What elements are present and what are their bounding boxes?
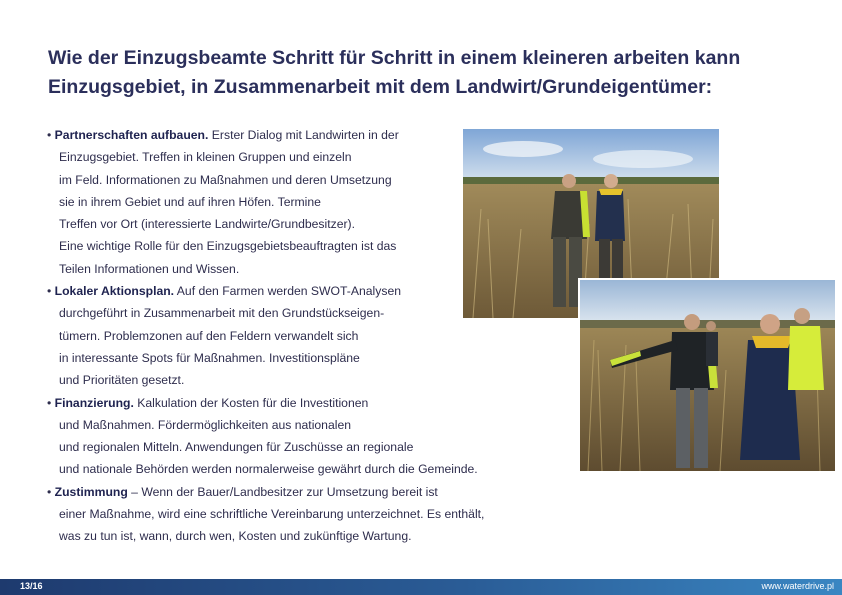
bullet-text: und regionalen Mitteln. Anwendungen für Zuschüsse an regionale (59, 440, 414, 455)
bullet-text: durchgeführt in Zusammenarbeit mit den Grundstückseigen- (59, 306, 385, 321)
bullet-heading: Finanzierung. (54, 395, 134, 410)
page-title (48, 44, 808, 102)
website-link[interactable]: www.waterdrive.pl (761, 581, 834, 591)
bullet-text: Teilen Informationen und Wissen. (59, 261, 240, 276)
bullet-text: Treffen vor Ort (interessierte Landwirte/Grundbesitzer). (59, 217, 355, 232)
bullet-heading: Zustimmung (54, 484, 128, 499)
bullet-text: im Feld. Informationen zu Maßnahmen und deren Umsetzung (59, 172, 392, 187)
bullet-financing: • Finanzierung. Kalkulation der Kosten für die Investitionen (47, 395, 369, 410)
bullet-text: Eine wichtige Rolle für den Einzugsgebietsbeauftragten ist das (59, 239, 397, 254)
bullet-text: und Maßnahmen. Fördermöglichkeiten aus nationalen (59, 417, 351, 432)
field-photo-2 (580, 280, 835, 471)
title-line-2: Einzugsgebiet, in Zusammenarbeit mit dem Landwirt/Grundeigentümer: (48, 76, 713, 98)
bullet-heading: Lokaler Aktionsplan. (54, 284, 175, 299)
bullet-action-plan: • Lokaler Aktionsplan. Auf den Farmen werden SWOT-Analysen (47, 284, 402, 299)
title-line-1: Wie der Einzugsbeamte Schritt für Schritt in einem kleineren arbeiten kann (48, 47, 741, 69)
bullet-text: sie in ihrem Gebiet und auf ihren Höfen. Termine (59, 194, 321, 209)
bullet-text: tümern. Problemzonen auf den Feldern verwandelt sich (59, 328, 359, 343)
bullet-text: und nationale Behörden werden normalerweise gewährt durch die Gemeinde. (59, 462, 478, 477)
bullet-text: einer Maßnahme, wird eine schriftliche Vereinbarung unterzeichnet. Es enthält, (59, 507, 485, 522)
bullet-text: was zu tun ist, wann, durch wen, Kosten und zukünftige Wartung. (59, 529, 412, 544)
footer-bar (0, 579, 842, 595)
bullet-heading: Partnerschaften aufbauen. (54, 128, 209, 142)
bullet-text: und Prioritäten gesetzt. (59, 373, 185, 388)
bullet-text: in interessante Spots für Maßnahmen. Investitionspläne (59, 350, 360, 365)
bullet-partnerships: • Partnerschaften aufbauen. Erster Dialog mit Landwirten in der (47, 128, 399, 142)
bullet-agreement: • Zustimmung – Wenn der Bauer/Landbesitzer zur Umsetzung bereit ist (47, 484, 438, 499)
bullet-text: Einzugsgebiet. Treffen in kleinen Gruppen und einzeln (59, 150, 352, 165)
page-number: 13/16 (20, 581, 43, 591)
